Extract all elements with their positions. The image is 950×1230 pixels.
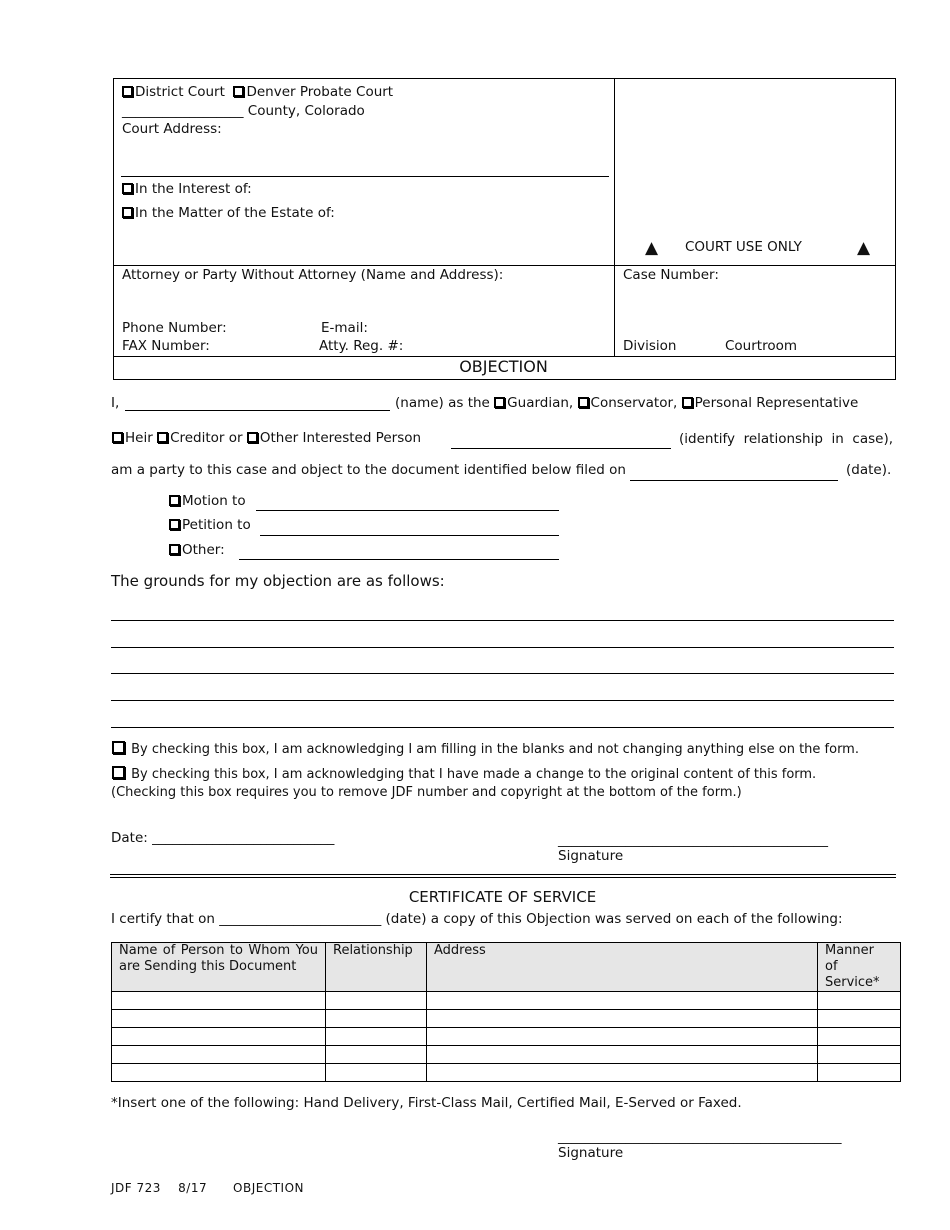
in-interest-checkbox[interactable] — [122, 183, 133, 194]
heir-label: Heir — [125, 430, 153, 446]
table-cell[interactable] — [427, 992, 818, 1010]
table-cell[interactable] — [326, 992, 427, 1010]
personal-rep-label: Personal Representative — [694, 395, 859, 411]
ack2-note: (Checking this box requires you to remove JDF number and copyright at the bottom of the form.) — [111, 785, 742, 800]
certificate-signature-label: Signature — [558, 1145, 624, 1161]
creditor-checkbox[interactable] — [157, 432, 168, 443]
district-court-checkbox[interactable] — [122, 86, 133, 97]
name-field[interactable] — [125, 410, 390, 411]
table-cell[interactable] — [427, 1028, 818, 1046]
in-matter-checkbox[interactable] — [122, 207, 133, 218]
table-cell[interactable] — [427, 1064, 818, 1082]
caption-box — [113, 78, 896, 380]
county-row — [122, 103, 365, 119]
form-title: OBJECTION — [459, 357, 548, 376]
grounds-line-1[interactable] — [111, 620, 894, 621]
signature-line[interactable]: ________________________________________ — [558, 832, 828, 848]
caption-divider-middle — [113, 265, 895, 266]
table-row — [112, 1010, 901, 1028]
other-label: Other: — [182, 542, 225, 558]
triangle-up-icon: ▲ — [645, 238, 659, 258]
in-matter-label: In the Matter of the Estate of: — [135, 205, 335, 221]
certificate-title: CERTIFICATE OF SERVICE — [408, 888, 597, 906]
attorney-label: Attorney or Party Without Attorney (Name and Address): — [122, 267, 504, 283]
district-court-label: District Court — [135, 84, 225, 100]
petition-field[interactable] — [260, 535, 559, 536]
triangle-up-icon: ▲ — [857, 238, 871, 258]
caption-divider-vertical — [614, 78, 615, 356]
creditor-label: Creditor or — [170, 430, 243, 446]
service-footnote — [111, 1095, 742, 1111]
heir-checkbox[interactable] — [112, 432, 123, 443]
column-header-relationship: Relationship — [326, 943, 427, 992]
grounds-line-3[interactable] — [111, 673, 894, 674]
ack2-row — [112, 766, 816, 782]
certify-statement: I certify that on ________________________ (date) a copy of this Objection was served on each of the following: — [111, 911, 843, 927]
grounds-heading: The grounds for my objection are as follows: — [111, 572, 445, 590]
ack2-text: By checking this box, I am acknowledging that I have made a change to the original content of this form. — [131, 767, 817, 782]
table-cell[interactable] — [326, 1046, 427, 1064]
other-field[interactable] — [239, 559, 559, 560]
other-interested-label: Other Interested Person — [259, 430, 422, 446]
motion-checkbox[interactable] — [169, 495, 180, 506]
table-cell[interactable] — [112, 1046, 326, 1064]
form-footer — [111, 1181, 304, 1195]
column-header-name: Name of Person to Whom You are Sending this Document — [112, 943, 326, 992]
motion-label: Motion to — [182, 493, 246, 509]
interested-party-row — [112, 430, 421, 446]
form-name: OBJECTION — [233, 1181, 304, 1195]
table-row — [112, 1046, 901, 1064]
court-selection-row — [122, 84, 393, 100]
relationship-field[interactable] — [451, 448, 671, 449]
table-cell[interactable] — [326, 1028, 427, 1046]
court-use-only-label: COURT USE ONLY — [685, 239, 802, 255]
signature-label: Signature — [558, 848, 624, 864]
date-suffix: (date). — [846, 462, 892, 478]
identify-relationship-label: (identify relationship in case), — [679, 431, 893, 447]
in-interest-row — [122, 181, 252, 197]
column-header-address: Address — [427, 943, 818, 992]
service-table-header — [112, 943, 901, 992]
phone-label: Phone Number: — [122, 320, 227, 336]
other-row — [169, 542, 225, 558]
i-label: I, — [111, 395, 120, 411]
table-row — [112, 992, 901, 1010]
petition-checkbox[interactable] — [169, 519, 180, 530]
in-matter-estate-row — [122, 205, 335, 221]
guardian-checkbox[interactable] — [494, 397, 505, 408]
atty-reg-label: Atty. Reg. #: — [319, 338, 404, 354]
division-label: Division — [623, 338, 677, 354]
table-cell[interactable] — [427, 1046, 818, 1064]
role-row — [395, 395, 858, 411]
court-address-line — [121, 176, 609, 177]
petition-label: Petition to — [182, 517, 251, 533]
table-cell[interactable] — [818, 1064, 901, 1082]
section-divider — [110, 877, 896, 878]
ack2-checkbox[interactable] — [112, 766, 125, 779]
grounds-line-4[interactable] — [111, 700, 894, 701]
conservator-label: Conservator, — [590, 395, 678, 411]
column-header-manner: Manner of Service* — [818, 943, 901, 992]
table-cell[interactable] — [112, 1028, 326, 1046]
form-revision: 8/17 — [178, 1181, 208, 1195]
name-suffix: (name) as the — [395, 395, 490, 411]
email-label: E-mail: — [321, 320, 368, 336]
table-cell[interactable] — [112, 992, 326, 1010]
table-cell[interactable] — [818, 1028, 901, 1046]
footnote-text: Insert one of the following: Hand Delivery, First-Class Mail, Certified Mail, E-Served or Faxed. — [117, 1095, 742, 1111]
table-cell[interactable] — [818, 992, 901, 1010]
courtroom-label: Courtroom — [725, 338, 798, 354]
other-interested-checkbox[interactable] — [247, 432, 258, 443]
table-cell[interactable] — [427, 1010, 818, 1028]
section-divider — [110, 874, 896, 875]
county-blank[interactable]: __________________ — [122, 103, 244, 119]
ack1-text: By checking this box, I am acknowledging I am filling in the blanks and not changing anything else on the form. — [131, 742, 859, 757]
table-row — [112, 1064, 901, 1082]
case-number-label: Case Number: — [623, 267, 719, 283]
denver-probate-checkbox[interactable] — [233, 86, 244, 97]
denver-probate-label: Denver Probate Court — [246, 84, 394, 100]
table-cell[interactable] — [326, 1064, 427, 1082]
petition-row — [169, 517, 251, 533]
grounds-line-2[interactable] — [111, 647, 894, 648]
conservator-checkbox[interactable] — [578, 397, 589, 408]
service-table — [111, 942, 901, 1082]
table-cell[interactable] — [818, 1046, 901, 1064]
party-statement: am a party to this case and object to the document identified below filed on — [111, 462, 626, 478]
motion-row — [169, 493, 246, 509]
footnote-star: * — [111, 1095, 118, 1111]
in-interest-label: In the Interest of: — [135, 181, 252, 197]
table-cell[interactable] — [326, 1010, 427, 1028]
table-row — [112, 1028, 901, 1046]
form-number: JDF 723 — [111, 1181, 161, 1195]
table-cell[interactable] — [112, 1010, 326, 1028]
personal-rep-checkbox[interactable] — [682, 397, 693, 408]
county-colorado-label: County, Colorado — [247, 103, 365, 119]
filed-date-field[interactable] — [630, 480, 838, 481]
ack1-row — [112, 741, 859, 757]
motion-field[interactable] — [256, 510, 559, 511]
table-cell[interactable] — [112, 1064, 326, 1082]
certificate-signature-line[interactable]: __________________________________________ — [558, 1129, 842, 1145]
guardian-label: Guardian, — [507, 395, 574, 411]
other-checkbox[interactable] — [169, 544, 180, 555]
ack1-checkbox[interactable] — [112, 741, 125, 754]
grounds-line-5[interactable] — [111, 727, 894, 728]
fax-label: FAX Number: — [122, 338, 210, 354]
court-address-label: Court Address: — [122, 121, 222, 137]
table-cell[interactable] — [818, 1010, 901, 1028]
date-field[interactable]: Date: ___________________________ — [111, 830, 335, 846]
